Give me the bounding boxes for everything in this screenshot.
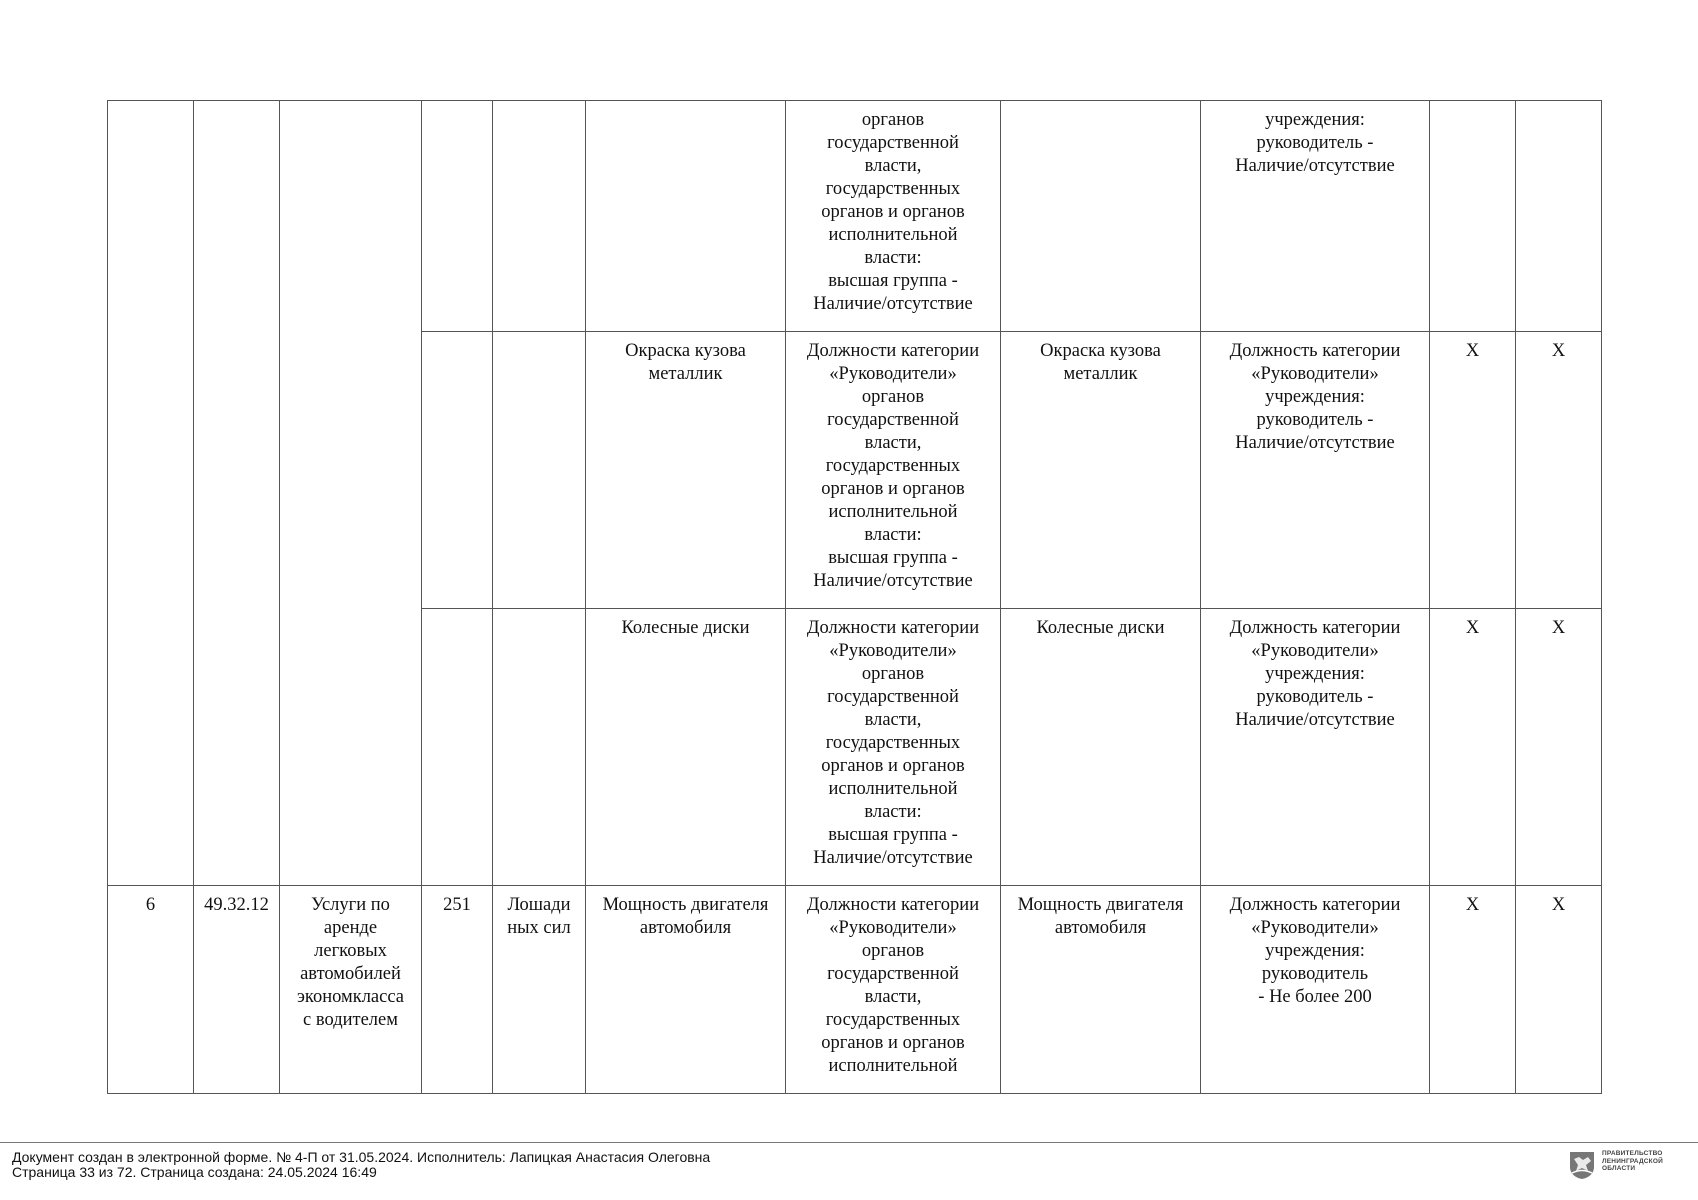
table-cell-position-value: Должности категории «Руководители» органов государственной власти, государственных органов и органов исполнительной bbox=[786, 886, 1001, 1094]
table-cell-okei-code bbox=[422, 332, 493, 609]
table-cell-characteristic: Мощность двигателя автомобиля bbox=[586, 886, 786, 1094]
document-footer bbox=[12, 1150, 710, 1180]
table-cell-okei-code: 251 bbox=[422, 886, 493, 1094]
table-cell-justification: X bbox=[1430, 886, 1516, 1094]
table-cell-justification bbox=[1430, 101, 1516, 332]
footer-page-info: Страница 33 из 72. Страница создана: 24.05.2024 16:49 bbox=[12, 1164, 377, 1180]
table-cell-index: 6 bbox=[108, 886, 194, 1094]
table-cell-characteristic-2: Окраска кузова металлик bbox=[1001, 332, 1201, 609]
table-cell-characteristic-2: Мощность двигателя автомобиля bbox=[1001, 886, 1201, 1094]
table-cell-characteristic-2 bbox=[1001, 101, 1201, 332]
table-cell-item-name: Услуги по аренде легковых автомобилей экономкласса с водителем bbox=[280, 886, 422, 1094]
table-row bbox=[108, 886, 1602, 1094]
table-cell-position-value: органов государственной власти, государственных органов и органов исполнительной власти: высшая группа - Наличие/отсутствие bbox=[786, 101, 1001, 332]
table-cell-unit bbox=[493, 332, 586, 609]
table-cell-position-value-2: учреждения: руководитель - Наличие/отсутствие bbox=[1201, 101, 1430, 332]
table-cell-index bbox=[108, 101, 194, 886]
coat-of-arms-icon bbox=[1568, 1150, 1596, 1180]
table-cell-function: X bbox=[1516, 332, 1602, 609]
table-cell-position-value: Должности категории «Руководители» органов государственной власти, государственных органов и органов исполнительной власти: высшая группа - Наличие/отсутствие bbox=[786, 332, 1001, 609]
table-cell-characteristic: Колесные диски bbox=[586, 609, 786, 886]
table-cell-okpd-code bbox=[194, 101, 280, 886]
table-cell-justification: X bbox=[1430, 332, 1516, 609]
requirements-table bbox=[107, 100, 1602, 1094]
table-cell-justification: X bbox=[1430, 609, 1516, 886]
table-cell-function: X bbox=[1516, 609, 1602, 886]
table-cell-function bbox=[1516, 101, 1602, 332]
footer-document-info: Документ создан в электронной форме. № 4-П от 31.05.2024. Исполнитель: Лапицкая Анастасия Олеговна bbox=[12, 1149, 711, 1165]
table-cell-item-name bbox=[280, 101, 422, 886]
table-cell-position-value-2: Должность категории «Руководители» учреждения: руководитель - Наличие/отсутствие bbox=[1201, 609, 1430, 886]
table-cell-characteristic: Окраска кузова металлик bbox=[586, 332, 786, 609]
logo-text: ПРАВИТЕЛЬСТВО ЛЕНИНГРАДСКОЙ ОБЛАСТИ bbox=[1602, 1150, 1663, 1172]
table-cell-unit: Лошади ных сил bbox=[493, 886, 586, 1094]
table-cell-okei-code bbox=[422, 609, 493, 886]
table-cell-okpd-code: 49.32.12 bbox=[194, 886, 280, 1094]
table-cell-okei-code bbox=[422, 101, 493, 332]
table-cell-position-value-2: Должность категории «Руководители» учреждения: руководитель - Наличие/отсутствие bbox=[1201, 332, 1430, 609]
table-cell-unit bbox=[493, 101, 586, 332]
government-logo bbox=[1568, 1150, 1688, 1182]
table-cell-characteristic-2: Колесные диски bbox=[1001, 609, 1201, 886]
footer-divider bbox=[0, 1142, 1698, 1143]
table-cell-function: X bbox=[1516, 886, 1602, 1094]
table-row bbox=[108, 101, 1602, 332]
table-cell-position-value-2: Должность категории «Руководители» учреждения: руководитель - Не более 200 bbox=[1201, 886, 1430, 1094]
table-cell-position-value: Должности категории «Руководители» органов государственной власти, государственных органов и органов исполнительной власти: высшая группа - Наличие/отсутствие bbox=[786, 609, 1001, 886]
table-cell-characteristic bbox=[586, 101, 786, 332]
table-cell-unit bbox=[493, 609, 586, 886]
